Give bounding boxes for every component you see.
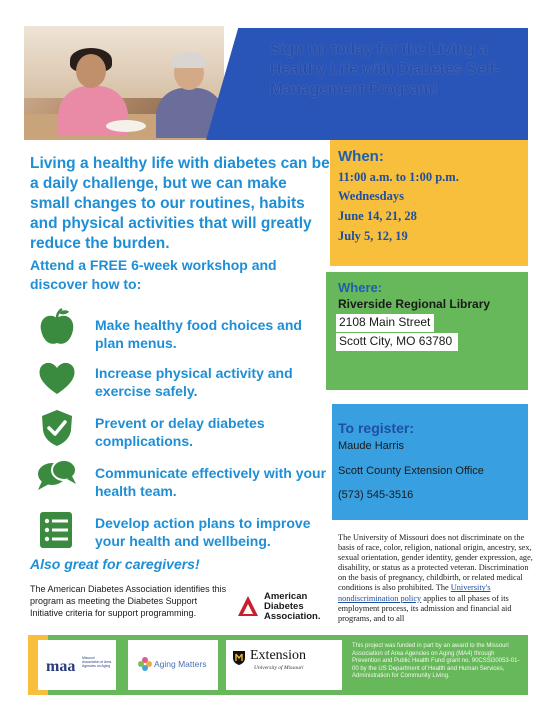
- statement-text: applies to all phases of its employment process, its admission and financial aid programs, and to all: [338, 593, 512, 623]
- page-title: Sign up today for the Living a Healthy Life with Diabetes Self-Management Program!: [270, 41, 500, 98]
- flower-logo-icon: [138, 657, 152, 671]
- extension-subtext: University of Missouri: [254, 665, 304, 671]
- register-phone: (573) 545-3516: [338, 489, 414, 501]
- triangle-logo-icon: [236, 594, 260, 618]
- shield-check-icon: [36, 408, 78, 448]
- ada-logo-line: American: [264, 591, 308, 602]
- benefit-item: Develop action plans to improve your health and wellbeing.: [95, 515, 311, 549]
- benefit-item: Make healthy food choices and plan menus.: [95, 317, 302, 351]
- checklist-icon: [36, 510, 78, 550]
- maa-logo-text: maa: [46, 658, 76, 675]
- where-street: 2108 Main Street: [336, 314, 434, 332]
- benefit-item: Increase physical activity and exercise safely.: [95, 365, 293, 399]
- apple-icon: [36, 307, 78, 347]
- extension-logo: [226, 640, 342, 690]
- ada-logo: [236, 592, 336, 622]
- ada-logo-line: Association.: [264, 611, 321, 622]
- heart-icon: [36, 358, 78, 398]
- when-dates: June 14, 21, 28: [338, 209, 417, 223]
- when-title: When:: [338, 148, 384, 165]
- ada-statement: The American Diabetes Association identifies this program as meeting the Diabetes Support Initiative criteria for support programming.: [30, 584, 227, 618]
- ada-logo-line: Diabetes: [264, 601, 304, 612]
- where-title: Where:: [338, 280, 383, 295]
- benefit-item: Prevent or delay diabetes complications.: [95, 415, 265, 449]
- register-name: Maude Harris: [338, 440, 405, 452]
- register-office: Scott County Extension Office: [338, 465, 484, 477]
- hero-photo: [24, 26, 224, 140]
- shield-logo-icon: [232, 650, 246, 666]
- aging-matters-text: Aging Matters: [154, 659, 207, 669]
- extension-text: Extension: [250, 648, 306, 663]
- register-title: To register:: [338, 420, 414, 436]
- nondiscrimination-statement: [338, 533, 534, 624]
- where-city: Scott City, MO 63780: [336, 333, 458, 351]
- maa-logo: [38, 640, 116, 690]
- nondiscrimination-policy-link[interactable]: University's nondiscrimination policy: [338, 583, 491, 603]
- where-library: Riverside Regional Library: [338, 297, 491, 311]
- maa-logo-subtext: Missouri Association of Area Agencies on Aging: [82, 656, 112, 668]
- chat-bubbles-icon: [36, 456, 78, 496]
- workshop-intro: Attend a FREE 6-week workshop and discover how to:: [30, 257, 277, 292]
- when-dates: July 5, 12, 19: [338, 229, 408, 243]
- aging-matters-logo: [128, 640, 218, 690]
- benefit-item: Communicate effectively with your health team.: [95, 465, 327, 499]
- funding-note: This project was funded in part by an award to the Missouri Association of Area Agencies on Aging (MA4) through Prevention and Public Health Fund grant no. 90CSSG0053-01-00 by the US Department of Health and Human Services, Administration for Community Living.: [352, 643, 520, 680]
- when-day: Wednesdays: [338, 189, 404, 203]
- statement-text: The University of Missouri does not discriminate on the basis of race, color, religion, national origin, ancestry, sex, sexual orientation, gender identity, gender expression, age, disability, or status as a protected veteran. Discrimination on the basis of pregnancy, childbirth, or related medical conditions is also prohibited. The: [338, 533, 533, 593]
- intro-text: Living a healthy life with diabetes can be a daily challenge, but we can make small changes to our routines, habits and physical activities that will greatly reduce the burden.: [30, 155, 330, 252]
- caregivers-note: Also great for caregivers!: [30, 556, 200, 572]
- when-time: 11:00 a.m. to 1:00 p.m.: [338, 170, 459, 184]
